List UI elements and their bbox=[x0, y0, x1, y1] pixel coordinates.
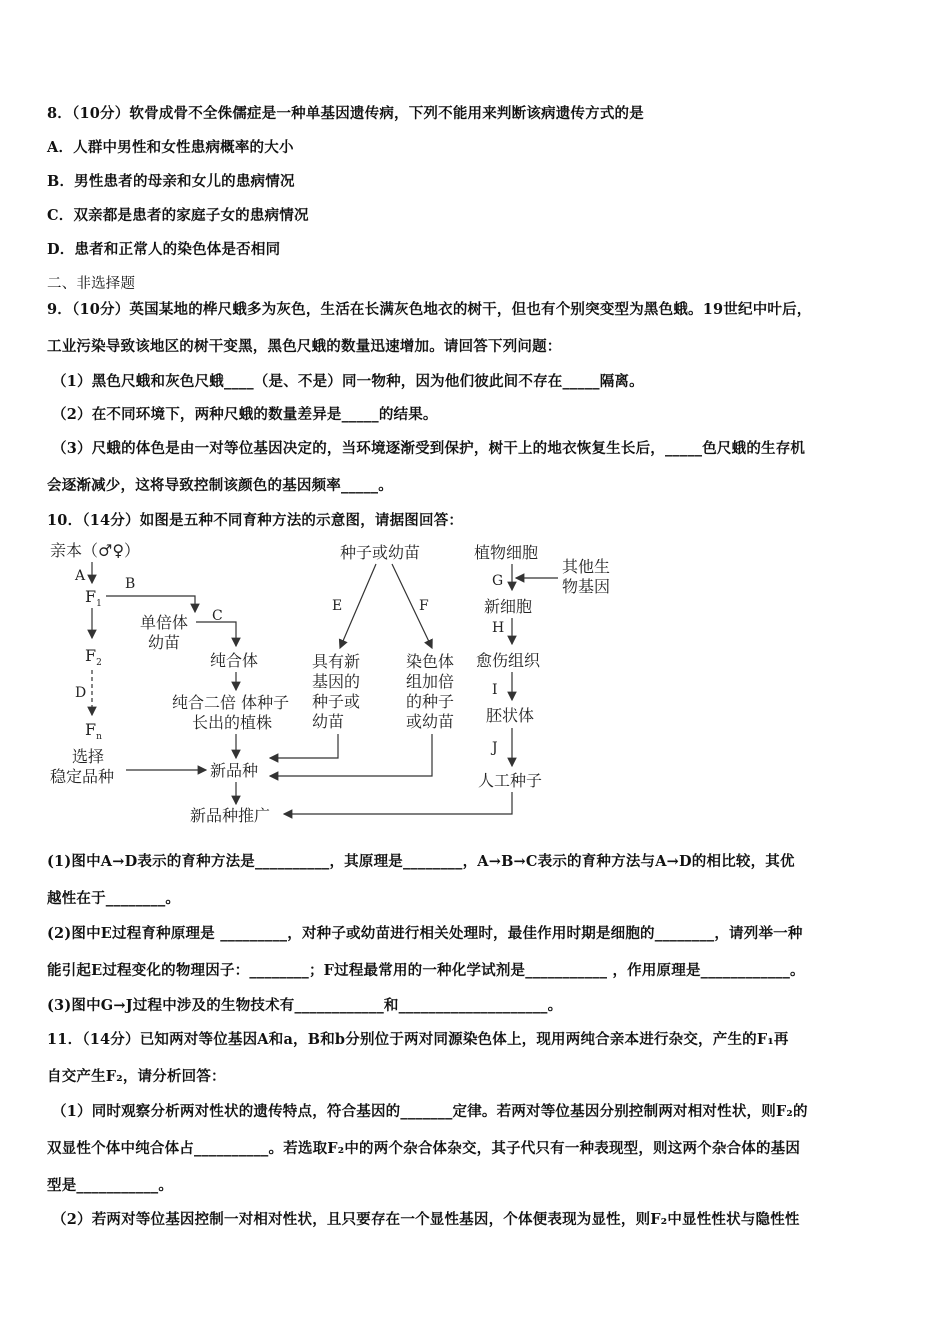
q11-sub1a: （1）同时观察分析两对性状的遗传特点，符合基因的_______定律。若两对等位基因分别控制两对相对性状，则F₂的 bbox=[52, 1103, 808, 1120]
other-gene-label-1: 其他生 bbox=[562, 557, 611, 576]
arrow-label-f: F bbox=[419, 598, 429, 614]
f2-label: $F_2$ bbox=[85, 646, 102, 668]
parent-label: 亲本（♂♀） bbox=[50, 541, 141, 560]
homozygote-label: 纯合体 bbox=[210, 651, 259, 670]
new-gene-label-3: 种子或 bbox=[312, 692, 361, 711]
q10-stem: 10．（14分）如图是五种不同育种方法的示意图，请据图回答： bbox=[47, 512, 464, 529]
q8-option-a: A．人群中男性和女性患病概率的大小 bbox=[47, 139, 294, 156]
chrom-label-2: 组加倍 bbox=[406, 672, 455, 691]
arrow-label-g: G bbox=[492, 573, 504, 589]
new-cell-label: 新细胞 bbox=[484, 597, 533, 616]
fn-label: $F_n$ bbox=[85, 720, 102, 742]
artificial-seed-label: 人工种子 bbox=[478, 771, 543, 790]
plant-cell-label: 植物细胞 bbox=[474, 543, 539, 562]
arrow-label-b: B bbox=[125, 576, 136, 592]
other-gene-label-2: 物基因 bbox=[562, 577, 611, 596]
q9-sub2: （2）在不同环境下，两种尺蛾的数量差异是_____的结果。 bbox=[52, 406, 438, 423]
q10-part2b: 能引起E过程变化的物理因子：________；F过程最常用的一种化学试剂是___________ ，作用原理是____________。 bbox=[47, 962, 805, 979]
arrow-artificial-promote bbox=[284, 792, 512, 814]
q11-sub1c: 型是___________。 bbox=[47, 1177, 174, 1194]
chrom-label-1: 染色体 bbox=[406, 652, 455, 671]
section-title: 二、非选择题 bbox=[47, 276, 136, 292]
q9-line2: 工业污染导致该地区的树干变黑，黑色尺蛾的数量迅速增加。请回答下列问题： bbox=[47, 338, 562, 355]
arrow-newgene-newvariety bbox=[270, 734, 338, 758]
new-gene-label-2: 基因的 bbox=[312, 672, 361, 691]
q8-option-b: B．男性患者的母亲和女儿的患病情况 bbox=[47, 173, 295, 190]
haploid-label-2: 幼苗 bbox=[148, 633, 181, 652]
q8-stem: 8．（10分）软骨成骨不全侏儒症是一种单基因遗传病，下列不能用来判断该病遗传方式的是 bbox=[47, 105, 644, 122]
q11-sub1b: 双显性个体中纯合体占__________。若选取F₂中的两个杂合体杂交，其子代只有一种表现型，则这两个杂合体的基因 bbox=[47, 1140, 801, 1157]
diploid-label-1: 纯合二倍 体种子 bbox=[172, 693, 290, 712]
promote-label: 新品种推广 bbox=[190, 806, 271, 825]
arrow-label-a: A bbox=[75, 568, 86, 584]
arrow-c bbox=[196, 622, 236, 646]
arrow-label-c: C bbox=[212, 608, 223, 624]
q9-sub3a: （3）尺蛾的体色是由一对等位基因决定的，当环境逐渐受到保护，树干上的地衣恢复生长后，_____色尺蛾的生存机 bbox=[52, 440, 806, 457]
embryoid-label: 胚状体 bbox=[486, 706, 535, 725]
arrow-b bbox=[106, 596, 195, 612]
q11-line1: 11．（14分）已知两对等位基因A和a，B和b分别位于两对同源染色体上，现用两纯合亲本进行杂交，产生的F₁再 bbox=[47, 1031, 789, 1048]
diploid-label-2: 长出的植株 bbox=[192, 713, 273, 732]
arrow-label-e: E bbox=[332, 598, 343, 614]
new-variety-label: 新品种 bbox=[210, 761, 259, 780]
q10-part1b: 越性在于________。 bbox=[47, 890, 181, 907]
q9-sub1: （1）黑色尺蛾和灰色尺蛾____（是、不是）同一物种，因为他们彼此间不存在_____隔离。 bbox=[52, 373, 644, 390]
arrow-label-j: J bbox=[492, 740, 498, 756]
q8-option-d: D．患者和正常人的染色体是否相同 bbox=[47, 241, 281, 258]
chrom-label-4: 或幼苗 bbox=[406, 712, 455, 731]
seed-label: 种子或幼苗 bbox=[340, 543, 421, 562]
arrow-label-i: I bbox=[492, 682, 498, 698]
q9-sub3b: 会逐渐减少，这将导致控制该颜色的基因频率_____。 bbox=[47, 477, 393, 494]
f1-label: $F_1$ bbox=[85, 587, 102, 609]
arrow-chrom-newvariety bbox=[270, 734, 432, 776]
select-label-2: 稳定品种 bbox=[50, 767, 115, 786]
arrow-label-h: H bbox=[492, 620, 505, 636]
breeding-methods-diagram bbox=[40, 530, 611, 830]
q11-sub2: （2）若两对等位基因控制一对相对性状，且只要存在一个显性基因，个体便表现为显性，则F₂中显性性状与隐性性 bbox=[52, 1211, 800, 1228]
q10-part1a: (1)图中A→D表示的育种方法是__________，其原理是________，A→B→C表示的育种方法与A→D的相比较，其优 bbox=[47, 853, 795, 870]
q8-option-c: C．双亲都是患者的家庭子女的患病情况 bbox=[47, 207, 309, 224]
select-label-1: 选择 bbox=[72, 747, 105, 766]
q10-part2a: (2)图中E过程育种原理是 _________，对种子或幼苗进行相关处理时，最佳作用时期是细胞的________，请列举一种 bbox=[47, 925, 803, 942]
q11-line2: 自交产生F₂，请分析回答： bbox=[47, 1068, 226, 1085]
arrow-e bbox=[340, 564, 376, 648]
haploid-label-1: 单倍体 bbox=[140, 613, 189, 632]
chrom-label-3: 的种子 bbox=[406, 692, 455, 711]
q9-line1: 9．（10分）英国某地的桦尺蛾多为灰色，生活在长满灰色地衣的树干，但也有个别突变型为黑色蛾。19世纪中叶后， bbox=[47, 301, 812, 318]
arrow-label-d: D bbox=[75, 685, 87, 701]
callus-label: 愈伤组织 bbox=[476, 651, 541, 670]
q10-part3: (3)图中G→J过程中涉及的生物技术有____________和____________________。 bbox=[47, 997, 563, 1014]
new-gene-label-1: 具有新 bbox=[312, 652, 361, 671]
new-gene-label-4: 幼苗 bbox=[312, 712, 345, 731]
